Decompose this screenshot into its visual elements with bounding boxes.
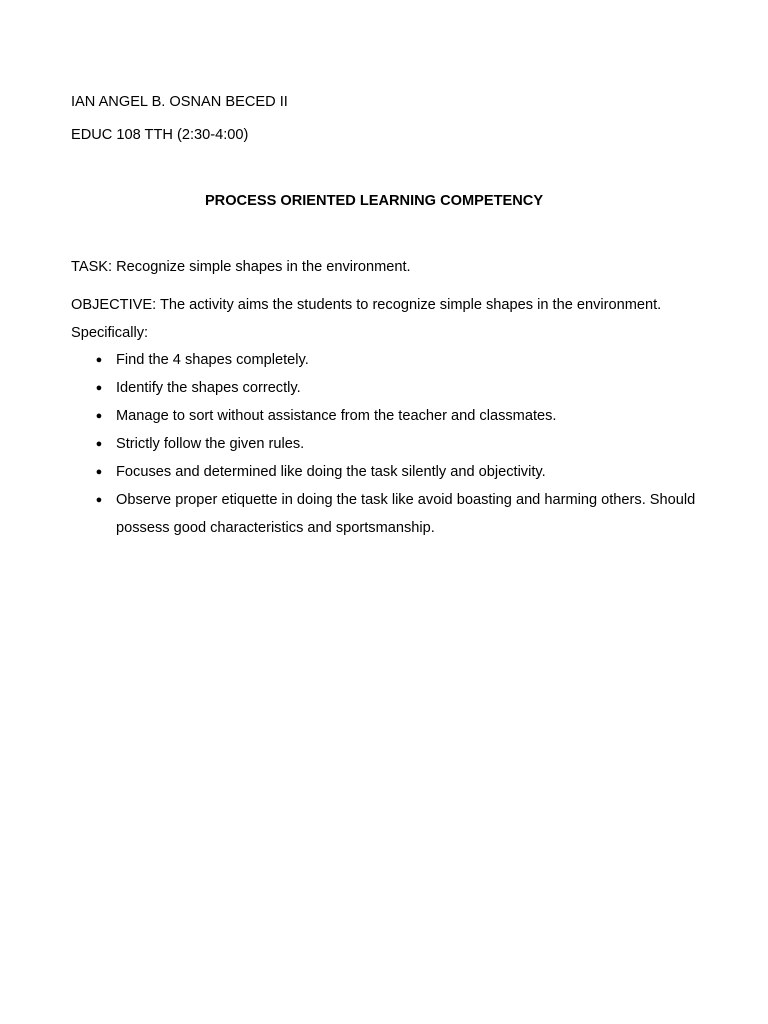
bullet-icon: ● bbox=[95, 382, 103, 394]
objective-statement: OBJECTIVE: The activity aims the students to recognize simple shapes in the environment. Specifically: bbox=[71, 297, 662, 341]
objectives-list bbox=[0, 346, 768, 542]
list-item-text: Find the 4 shapes completely. bbox=[116, 352, 309, 368]
task-statement: TASK: Recognize simple shapes in the environment. bbox=[71, 259, 411, 275]
bullet-icon: ● bbox=[95, 410, 103, 422]
bullet-icon: ● bbox=[95, 438, 103, 450]
course-info: EDUC 108 TTH (2:30-4:00) bbox=[71, 127, 249, 143]
author-name: IAN ANGEL B. OSNAN BECED II bbox=[71, 94, 288, 110]
list-item bbox=[0, 374, 716, 402]
list-item bbox=[0, 402, 716, 430]
list-item bbox=[0, 430, 716, 458]
list-item bbox=[0, 346, 716, 374]
list-item-text: Strictly follow the given rules. bbox=[116, 436, 305, 452]
list-item-text: Identify the shapes correctly. bbox=[116, 380, 301, 396]
bullet-icon: ● bbox=[95, 494, 103, 506]
list-item-text: Manage to sort without assistance from the teacher and classmates. bbox=[116, 408, 557, 424]
bullet-icon: ● bbox=[95, 354, 103, 366]
list-item-text: Observe proper etiquette in doing the task like avoid boasting and harming others. Should possess good characteristics and sportsmanship. bbox=[116, 492, 696, 536]
list-item bbox=[0, 486, 716, 542]
bullet-icon: ● bbox=[95, 466, 103, 478]
document-title: PROCESS ORIENTED LEARNING COMPETENCY bbox=[204, 193, 544, 209]
list-item bbox=[0, 458, 716, 486]
list-item-text: Focuses and determined like doing the task silently and objectivity. bbox=[116, 464, 546, 480]
